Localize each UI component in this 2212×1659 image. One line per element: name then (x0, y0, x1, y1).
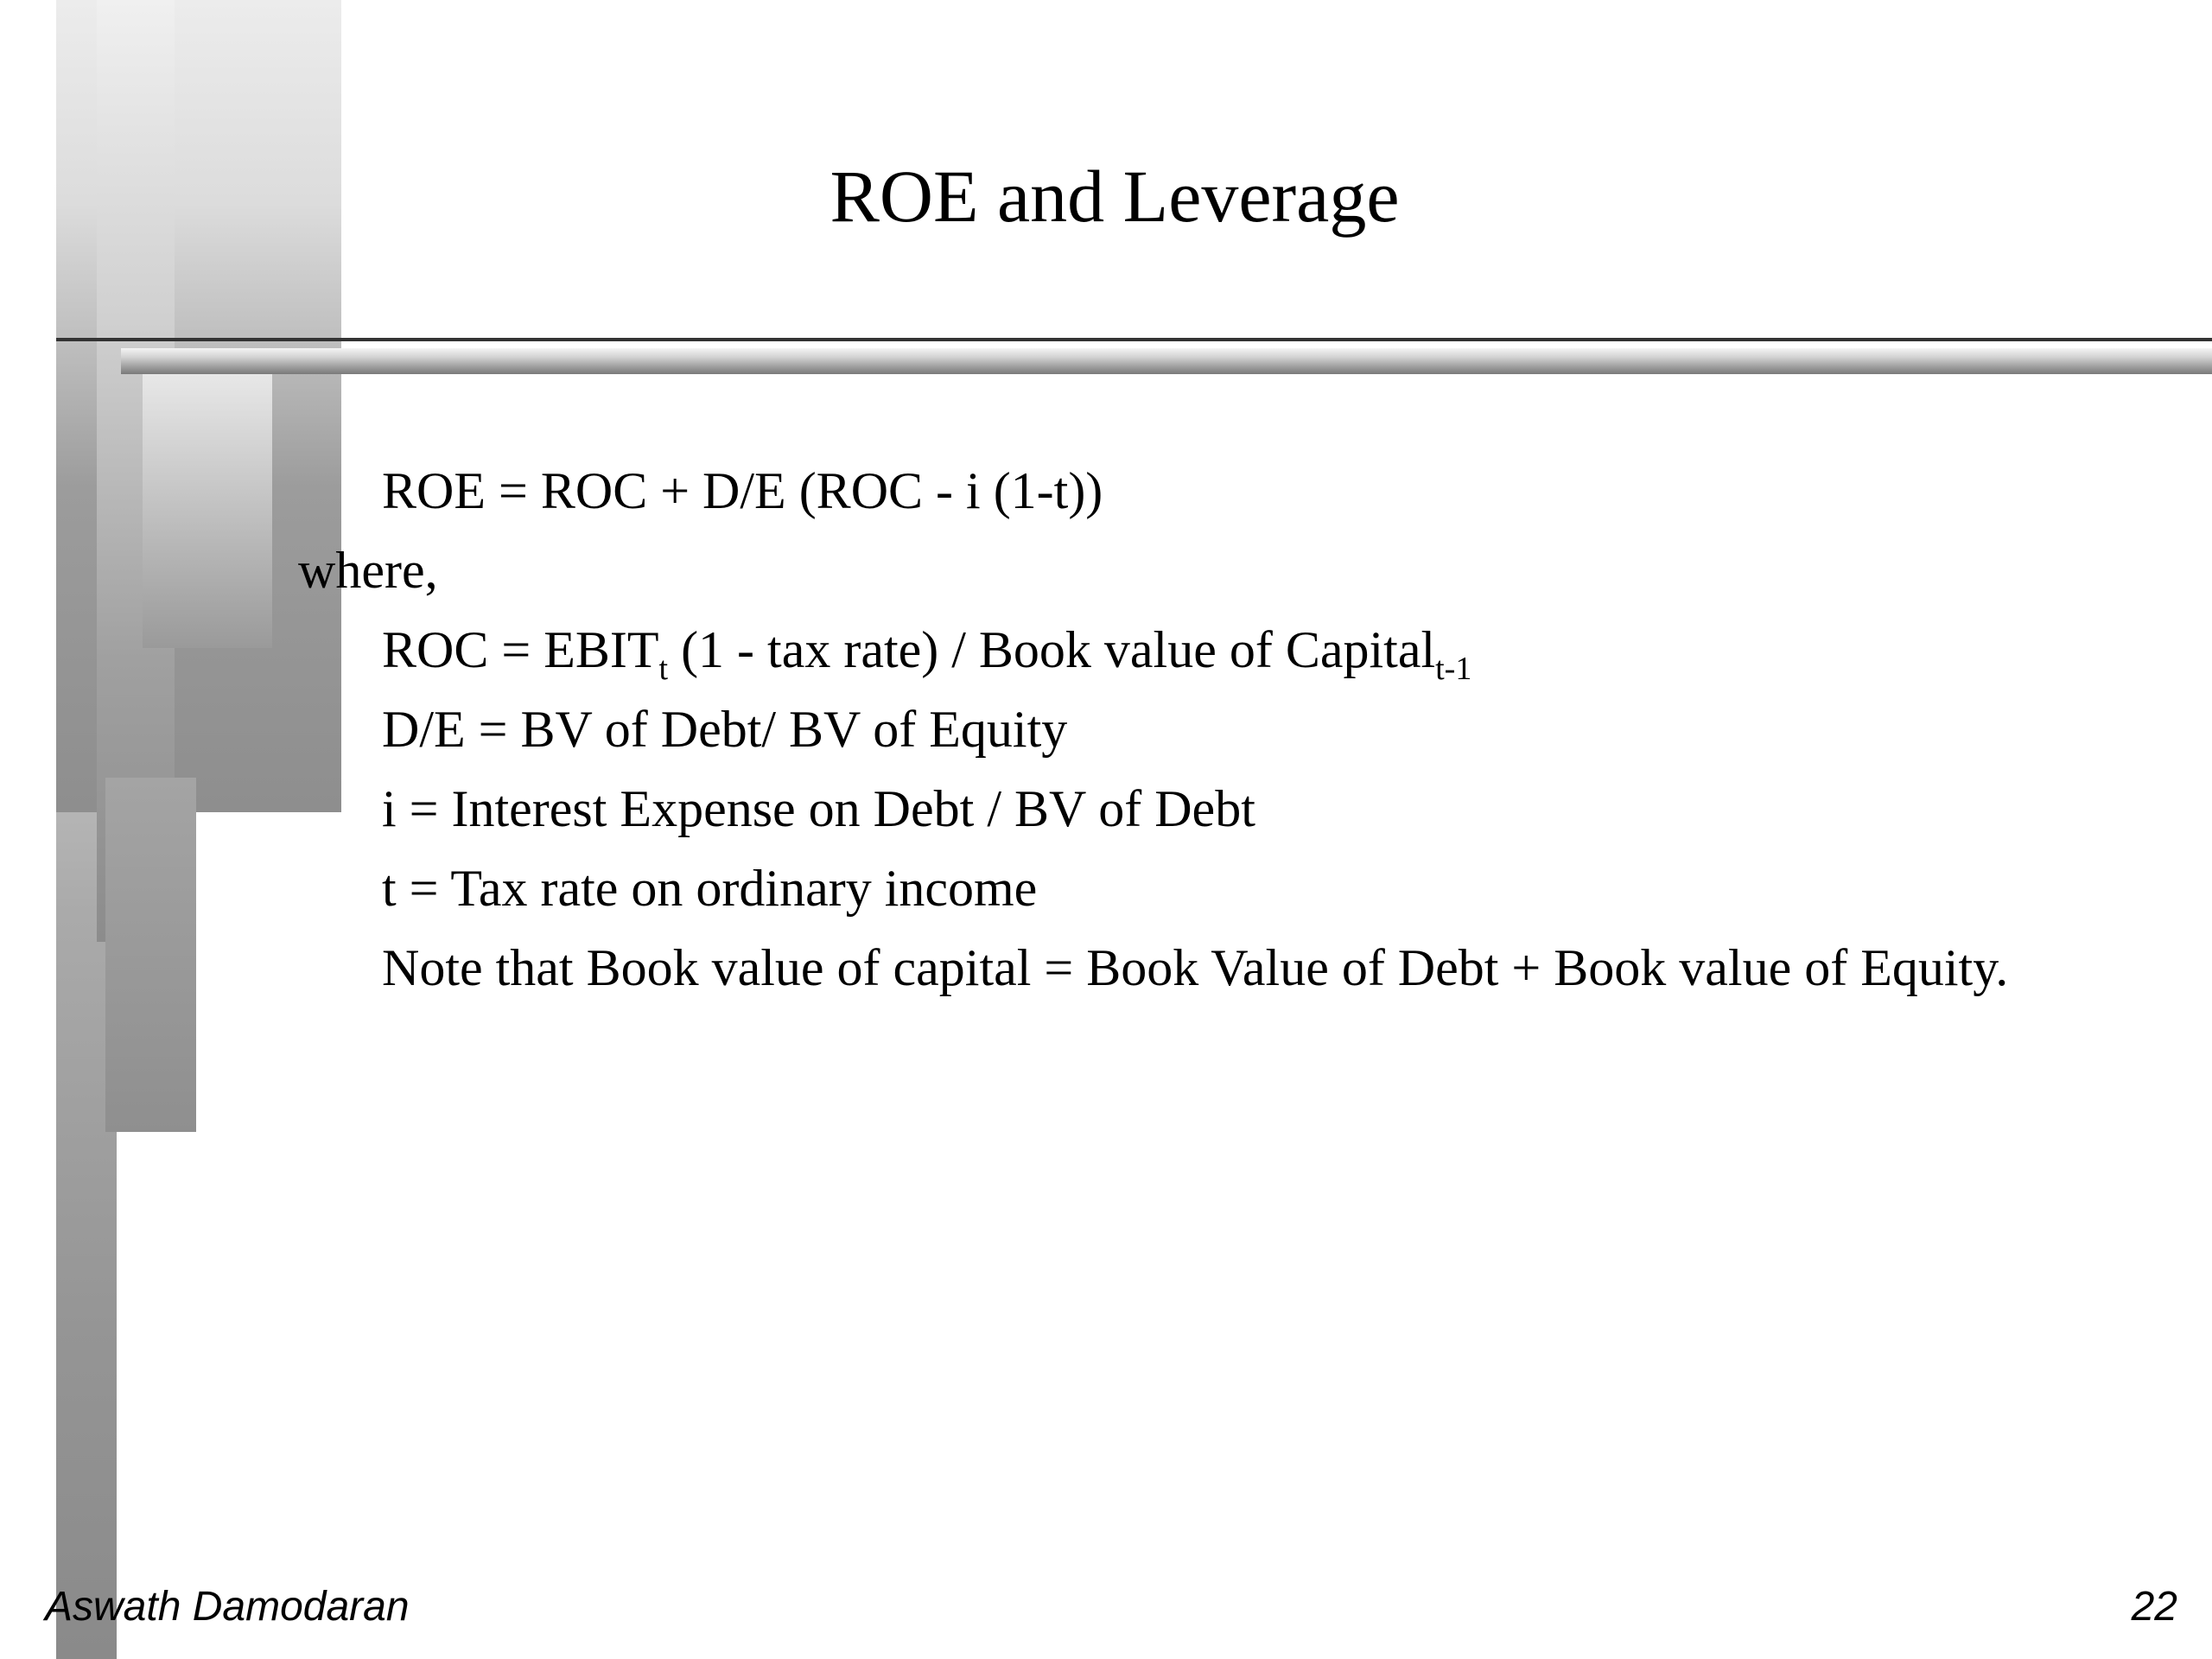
roc-subscript-t-1: t-1 (1435, 651, 1472, 687)
decorative-bar-inner (143, 372, 272, 648)
book-value-note: Note that Book value of capital = Book Value of Debt + Book value of Equity. (382, 939, 2009, 996)
decorative-bar-short (105, 778, 196, 1132)
page-number: 22 (2131, 1584, 2177, 1630)
roc-definition (382, 615, 1472, 687)
t-definition: t = Tax rate on ordinary income (382, 860, 1038, 917)
de-definition: D/E = BV of Debt/ BV of Equity (382, 701, 1068, 758)
title-divider-thick (121, 348, 2212, 374)
where-label: where, (298, 542, 438, 599)
roc-text-part2: (1 - tax rate) / Book value of Capital (668, 621, 1436, 678)
roc-subscript-t: t (658, 651, 669, 687)
footer-author: Aswath Damodaran (45, 1584, 410, 1630)
roc-text-part1: ROC = EBIT (382, 621, 659, 678)
slide-title: ROE and Leverage (830, 155, 1400, 238)
title-divider-thin (56, 338, 2212, 341)
roe-formula: ROE = ROC + D/E (ROC - i (1-t)) (382, 462, 1103, 519)
i-definition: i = Interest Expense on Debt / BV of Debt (382, 780, 1255, 837)
